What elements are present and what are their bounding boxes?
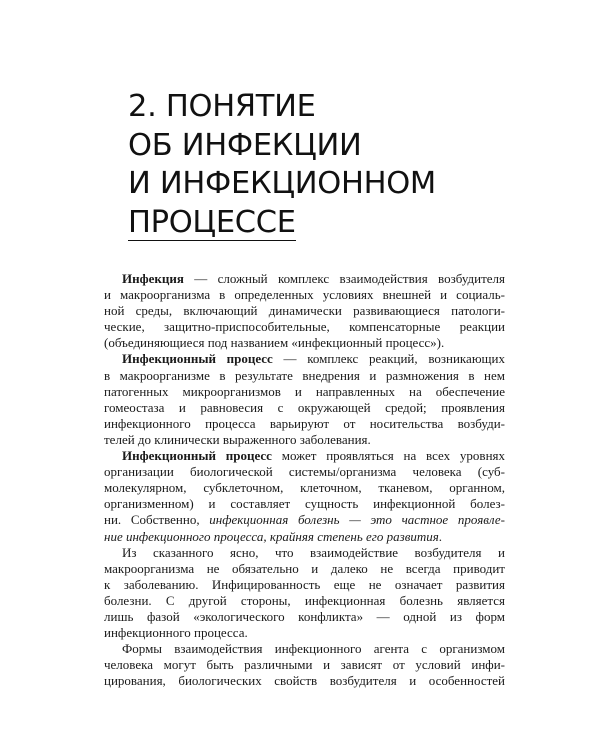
text-line: болезни. С другой стороны, инфекционная болезнь является	[104, 592, 505, 608]
text-line: и макроорганизма в определенных условиях внешней и социаль-	[104, 287, 505, 303]
text-line: (объединяющиеся под названием «инфекционный процесс»).	[104, 335, 445, 351]
text-line: инфекционного процесса варьируют от носительства возбуди-	[104, 415, 505, 431]
body-text	[104, 271, 505, 689]
text-line: организменном) и составляет сущность инфекционной болез-	[104, 496, 505, 512]
text-line: в макроорганизме в результате внедрения и размножения в нем	[104, 367, 505, 383]
paragraph-conclusion	[104, 545, 505, 642]
text-line: .	[438, 528, 443, 544]
term-infectious-process: Инфекционный процесс	[122, 351, 273, 367]
text-line: инфекционного процесса.	[104, 625, 248, 641]
italic-emphasis: инфекционная болезнь — это частное проявле-	[209, 512, 505, 528]
chapter-title	[128, 88, 436, 242]
text-line: ной среды, включающий динамически развивающиеся патологи-	[104, 303, 505, 319]
text-line: Формы взаимодействия инфекционного агента с организмом	[122, 641, 505, 657]
chapter-title-line-1: 2. ПОНЯТИЕ	[128, 89, 316, 124]
text-line: гомеостаза и равновесия с окружающей средой; проявления	[104, 399, 505, 415]
chapter-title-line-2: ОБ ИНФЕКЦИИ	[128, 127, 362, 163]
text-line: молекулярном, субклеточном, клеточном, тканевом, органном,	[104, 480, 505, 496]
paragraph-infection-definition	[104, 271, 505, 351]
term-infection: Инфекция	[122, 271, 184, 286]
text-line: — комплекс реакций, возникающих	[272, 351, 505, 367]
italic-emphasis: ние инфекционного процесса, крайняя степень его развития	[104, 528, 439, 544]
text-line: лишь фазой «экологического конфликта» — одной из форм	[104, 608, 505, 624]
paragraph-infectious-process-definition	[104, 351, 505, 448]
text-line: макроорганизма не обязательно и далеко не всегда приводит	[104, 560, 505, 576]
text-line: — сложный комплекс взаимодействия возбудителя	[183, 271, 505, 286]
text-line: ни. Собственно,	[104, 512, 210, 528]
text-line: ческие, защитно-приспособительные, компенсаторные реакции	[104, 319, 505, 335]
text-line: к заболеванию. Инфицированность еще не означает развития	[104, 576, 505, 592]
text-line: Из сказанного ясно, что взаимодействие возбудителя и	[122, 544, 505, 560]
paragraph-interaction-forms	[104, 641, 505, 689]
term-infectious-process: Инфекционный процесс	[122, 448, 272, 464]
text-line: патогенных микроорганизмов и направленных на обеспечение	[104, 383, 505, 399]
paragraph-infectious-process-levels	[104, 448, 505, 545]
text-line: может проявляться на всех уровнях	[271, 448, 505, 464]
chapter-title-line-4: ПРОЦЕССЕ	[128, 204, 296, 240]
text-line: цирования, биологических свойств возбудителя и особенностей	[104, 673, 505, 689]
text-line: человека могут быть различными и зависят от условий инфи-	[104, 657, 505, 673]
text-line: организации биологической системы/организма человека (суб-	[104, 464, 505, 480]
chapter-title-line-3: И ИНФЕКЦИОННОМ	[128, 166, 436, 201]
text-line: телей до клинически выраженного заболевания.	[104, 431, 371, 447]
